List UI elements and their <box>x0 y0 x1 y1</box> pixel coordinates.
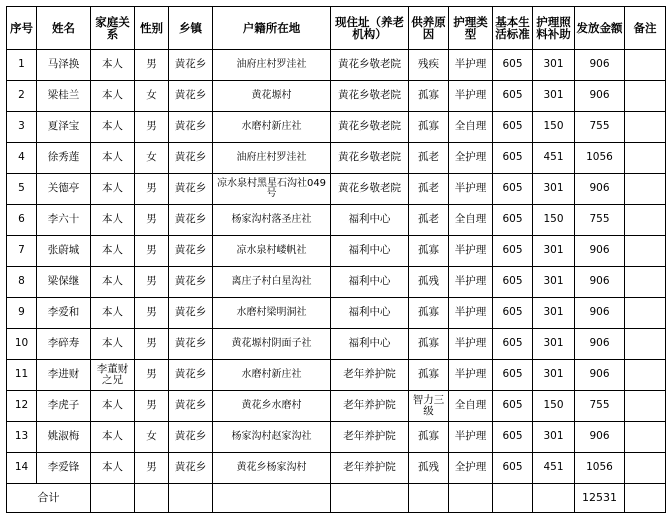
table-row <box>7 112 666 143</box>
cell-name: 李碎寿 <box>37 329 91 360</box>
table-row <box>7 298 666 329</box>
cell-relation: 本人 <box>91 391 135 422</box>
cell-seq: 1 <box>7 50 37 81</box>
cell-reason: 残疾 <box>409 50 449 81</box>
total-care-subsidy <box>533 484 575 513</box>
cell-relation: 本人 <box>91 174 135 205</box>
cell-seq: 13 <box>7 422 37 453</box>
cell-reason: 孤残 <box>409 453 449 484</box>
cell-amount: 755 <box>575 112 625 143</box>
cell-basic-standard: 605 <box>493 81 533 112</box>
cell-amount: 906 <box>575 236 625 267</box>
column-header-amount: 发放金额 <box>575 7 625 50</box>
cell-seq: 11 <box>7 360 37 391</box>
cell-sex: 男 <box>135 391 169 422</box>
cell-relation: 本人 <box>91 236 135 267</box>
cell-amount: 906 <box>575 174 625 205</box>
cell-basic-standard: 605 <box>493 422 533 453</box>
cell-care-type: 全护理 <box>449 453 493 484</box>
cell-town: 黄花乡 <box>169 50 213 81</box>
cell-relation: 本人 <box>91 143 135 174</box>
cell-relation: 本人 <box>91 112 135 143</box>
cell-reason: 孤寡 <box>409 236 449 267</box>
cell-reason: 孤寡 <box>409 360 449 391</box>
cell-remark <box>625 453 666 484</box>
cell-care-subsidy: 301 <box>533 298 575 329</box>
column-header-relation: 家庭关系 <box>91 7 135 50</box>
cell-seq: 14 <box>7 453 37 484</box>
cell-sex: 男 <box>135 329 169 360</box>
cell-name: 李六十 <box>37 205 91 236</box>
table-row <box>7 205 666 236</box>
cell-care-type: 半护理 <box>449 50 493 81</box>
cell-address: 黄花乡水磨村 <box>213 391 331 422</box>
table-row <box>7 50 666 81</box>
cell-care-type: 全自理 <box>449 391 493 422</box>
cell-care-type: 半护理 <box>449 422 493 453</box>
cell-remark <box>625 298 666 329</box>
cell-basic-standard: 605 <box>493 298 533 329</box>
cell-residence: 黄花乡敬老院 <box>331 81 409 112</box>
cell-residence: 老年养护院 <box>331 391 409 422</box>
cell-town: 黄花乡 <box>169 329 213 360</box>
cell-address: 水磨村梁明洞社 <box>213 298 331 329</box>
beneficiary-table <box>6 6 666 513</box>
cell-amount: 906 <box>575 360 625 391</box>
cell-care-type: 半护理 <box>449 298 493 329</box>
cell-residence: 老年养护院 <box>331 453 409 484</box>
cell-residence: 福利中心 <box>331 236 409 267</box>
cell-care-type: 半护理 <box>449 236 493 267</box>
total-row <box>7 484 666 513</box>
cell-care-subsidy: 301 <box>533 360 575 391</box>
table-row <box>7 329 666 360</box>
column-header-remark: 备注 <box>625 7 666 50</box>
cell-town: 黄花乡 <box>169 453 213 484</box>
cell-seq: 7 <box>7 236 37 267</box>
cell-care-type: 半护理 <box>449 81 493 112</box>
cell-relation: 本人 <box>91 298 135 329</box>
cell-address: 水磨村新庄社 <box>213 360 331 391</box>
cell-town: 黄花乡 <box>169 298 213 329</box>
cell-town: 黄花乡 <box>169 143 213 174</box>
cell-relation: 本人 <box>91 50 135 81</box>
total-residence <box>331 484 409 513</box>
cell-residence: 老年养护院 <box>331 360 409 391</box>
cell-basic-standard: 605 <box>493 112 533 143</box>
cell-reason: 智力三级 <box>409 391 449 422</box>
cell-seq: 10 <box>7 329 37 360</box>
cell-care-type: 半护理 <box>449 329 493 360</box>
total-amount: 12531 <box>575 484 625 513</box>
cell-reason: 孤寡 <box>409 422 449 453</box>
column-header-sex: 性别 <box>135 7 169 50</box>
table-row <box>7 143 666 174</box>
cell-care-subsidy: 150 <box>533 112 575 143</box>
cell-basic-standard: 605 <box>493 391 533 422</box>
cell-name: 梁保继 <box>37 267 91 298</box>
cell-remark <box>625 329 666 360</box>
cell-residence: 黄花乡敬老院 <box>331 143 409 174</box>
cell-town: 黄花乡 <box>169 81 213 112</box>
cell-reason: 孤老 <box>409 174 449 205</box>
cell-amount: 906 <box>575 298 625 329</box>
cell-town: 黄花乡 <box>169 174 213 205</box>
cell-care-subsidy: 301 <box>533 329 575 360</box>
cell-address: 黄花塬村阴面子社 <box>213 329 331 360</box>
cell-address: 油府庄村罗洼社 <box>213 143 331 174</box>
cell-reason: 孤寡 <box>409 81 449 112</box>
cell-basic-standard: 605 <box>493 360 533 391</box>
cell-sex: 男 <box>135 50 169 81</box>
table-row <box>7 422 666 453</box>
cell-seq: 3 <box>7 112 37 143</box>
cell-sex: 男 <box>135 205 169 236</box>
cell-care-type: 全自理 <box>449 205 493 236</box>
cell-care-subsidy: 301 <box>533 236 575 267</box>
cell-care-type: 半护理 <box>449 174 493 205</box>
cell-care-type: 全自理 <box>449 112 493 143</box>
cell-seq: 12 <box>7 391 37 422</box>
cell-remark <box>625 236 666 267</box>
cell-remark <box>625 205 666 236</box>
cell-name: 夏泽宝 <box>37 112 91 143</box>
cell-basic-standard: 605 <box>493 453 533 484</box>
cell-town: 黄花乡 <box>169 360 213 391</box>
cell-remark <box>625 267 666 298</box>
cell-sex: 男 <box>135 360 169 391</box>
cell-sex: 女 <box>135 81 169 112</box>
column-header-residence: 现住址（养老机构） <box>331 7 409 50</box>
total-care-type <box>449 484 493 513</box>
table-row <box>7 267 666 298</box>
cell-residence: 福利中心 <box>331 267 409 298</box>
cell-sex: 男 <box>135 298 169 329</box>
cell-remark <box>625 422 666 453</box>
cell-remark <box>625 360 666 391</box>
cell-basic-standard: 605 <box>493 267 533 298</box>
column-header-seq: 序号 <box>7 7 37 50</box>
cell-amount: 906 <box>575 422 625 453</box>
cell-remark <box>625 81 666 112</box>
cell-address: 黄花乡杨家沟村 <box>213 453 331 484</box>
cell-care-subsidy: 150 <box>533 391 575 422</box>
column-header-care-type: 护理类型 <box>449 7 493 50</box>
cell-name: 李爱和 <box>37 298 91 329</box>
cell-reason: 孤老 <box>409 205 449 236</box>
cell-amount: 906 <box>575 50 625 81</box>
column-header-care-subsidy: 护理照料补助 <box>533 7 575 50</box>
cell-care-subsidy: 301 <box>533 50 575 81</box>
cell-amount: 755 <box>575 391 625 422</box>
cell-amount: 906 <box>575 329 625 360</box>
cell-care-subsidy: 301 <box>533 81 575 112</box>
cell-address: 油府庄村罗洼社 <box>213 50 331 81</box>
table-row <box>7 81 666 112</box>
cell-town: 黄花乡 <box>169 205 213 236</box>
cell-residence: 黄花乡敬老院 <box>331 174 409 205</box>
cell-town: 黄花乡 <box>169 112 213 143</box>
total-label: 合计 <box>7 484 91 513</box>
cell-sex: 男 <box>135 112 169 143</box>
cell-reason: 孤寡 <box>409 298 449 329</box>
total-sex <box>135 484 169 513</box>
cell-town: 黄花乡 <box>169 391 213 422</box>
cell-seq: 4 <box>7 143 37 174</box>
cell-address: 凉水泉村嵝帆社 <box>213 236 331 267</box>
cell-address: 杨家沟村落圣庄社 <box>213 205 331 236</box>
cell-basic-standard: 605 <box>493 205 533 236</box>
cell-relation: 本人 <box>91 205 135 236</box>
cell-town: 黄花乡 <box>169 236 213 267</box>
column-header-address: 户籍所在地 <box>213 7 331 50</box>
cell-sex: 女 <box>135 422 169 453</box>
table-body <box>7 50 666 484</box>
cell-name: 梁桂兰 <box>37 81 91 112</box>
cell-remark <box>625 174 666 205</box>
cell-address: 杨家沟村赵家沟社 <box>213 422 331 453</box>
cell-basic-standard: 605 <box>493 143 533 174</box>
cell-name: 张蔚城 <box>37 236 91 267</box>
cell-residence: 福利中心 <box>331 205 409 236</box>
cell-seq: 6 <box>7 205 37 236</box>
cell-relation: 本人 <box>91 81 135 112</box>
cell-basic-standard: 605 <box>493 174 533 205</box>
cell-reason: 孤残 <box>409 267 449 298</box>
cell-amount: 906 <box>575 81 625 112</box>
cell-residence: 黄花乡敬老院 <box>331 50 409 81</box>
cell-amount: 1056 <box>575 143 625 174</box>
cell-basic-standard: 605 <box>493 329 533 360</box>
cell-residence: 黄花乡敬老院 <box>331 112 409 143</box>
table-header <box>7 7 666 50</box>
cell-care-subsidy: 451 <box>533 143 575 174</box>
cell-care-type: 半护理 <box>449 360 493 391</box>
table-row <box>7 360 666 391</box>
cell-address: 水磨村新庄社 <box>213 112 331 143</box>
cell-sex: 男 <box>135 236 169 267</box>
cell-address: 离庄子村白星沟社 <box>213 267 331 298</box>
total-reason <box>409 484 449 513</box>
cell-name: 徐秀莲 <box>37 143 91 174</box>
column-header-basic-standard: 基本生活标准 <box>493 7 533 50</box>
table-footer <box>7 484 666 513</box>
cell-reason: 孤寡 <box>409 112 449 143</box>
cell-remark <box>625 112 666 143</box>
cell-amount: 906 <box>575 267 625 298</box>
table-row <box>7 174 666 205</box>
cell-town: 黄花乡 <box>169 267 213 298</box>
cell-town: 黄花乡 <box>169 422 213 453</box>
cell-address: 凉水泉村黑星石沟社049 号 <box>213 174 331 205</box>
table-row <box>7 391 666 422</box>
cell-relation: 李董财之兄 <box>91 360 135 391</box>
cell-residence: 福利中心 <box>331 298 409 329</box>
cell-seq: 9 <box>7 298 37 329</box>
cell-relation: 本人 <box>91 329 135 360</box>
total-remark <box>625 484 666 513</box>
cell-sex: 男 <box>135 174 169 205</box>
total-town <box>169 484 213 513</box>
column-header-reason: 供养原因 <box>409 7 449 50</box>
cell-care-subsidy: 150 <box>533 205 575 236</box>
cell-relation: 本人 <box>91 422 135 453</box>
cell-seq: 2 <box>7 81 37 112</box>
cell-amount: 1056 <box>575 453 625 484</box>
cell-amount: 755 <box>575 205 625 236</box>
cell-sex: 女 <box>135 143 169 174</box>
cell-care-subsidy: 301 <box>533 174 575 205</box>
cell-name: 李虎子 <box>37 391 91 422</box>
cell-basic-standard: 605 <box>493 50 533 81</box>
cell-residence: 老年养护院 <box>331 422 409 453</box>
cell-reason: 孤寡 <box>409 329 449 360</box>
cell-sex: 男 <box>135 453 169 484</box>
header-row <box>7 7 666 50</box>
cell-relation: 本人 <box>91 453 135 484</box>
column-header-name: 姓名 <box>37 7 91 50</box>
cell-reason: 孤老 <box>409 143 449 174</box>
cell-seq: 8 <box>7 267 37 298</box>
cell-relation: 本人 <box>91 267 135 298</box>
cell-basic-standard: 605 <box>493 236 533 267</box>
cell-remark <box>625 50 666 81</box>
cell-name: 李进财 <box>37 360 91 391</box>
table-row <box>7 453 666 484</box>
cell-sex: 男 <box>135 267 169 298</box>
cell-name: 姚淑梅 <box>37 422 91 453</box>
total-basic-standard <box>493 484 533 513</box>
cell-care-type: 半护理 <box>449 267 493 298</box>
cell-name: 马泽换 <box>37 50 91 81</box>
table-row <box>7 236 666 267</box>
cell-seq: 5 <box>7 174 37 205</box>
cell-care-type: 全护理 <box>449 143 493 174</box>
cell-care-subsidy: 451 <box>533 453 575 484</box>
total-address <box>213 484 331 513</box>
cell-name: 关德亭 <box>37 174 91 205</box>
cell-address: 黄花塬村 <box>213 81 331 112</box>
cell-care-subsidy: 301 <box>533 267 575 298</box>
column-header-town: 乡镇 <box>169 7 213 50</box>
cell-care-subsidy: 301 <box>533 422 575 453</box>
cell-remark <box>625 391 666 422</box>
total-relation <box>91 484 135 513</box>
cell-remark <box>625 143 666 174</box>
cell-name: 李爱锋 <box>37 453 91 484</box>
cell-residence: 福利中心 <box>331 329 409 360</box>
